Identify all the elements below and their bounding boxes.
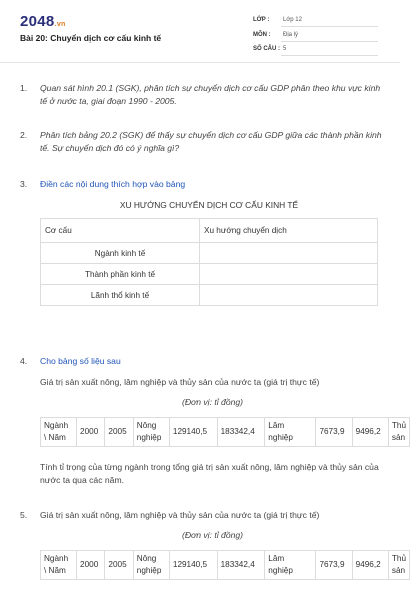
table-cell-value: 183342,4: [217, 418, 265, 447]
table-cell-value: 183342,4: [217, 551, 265, 580]
table-cell-value: 129140,5: [169, 551, 217, 580]
table-cell-category: Ngành \ Năm: [41, 418, 77, 447]
table-cell-sector: Nông nghiệp: [133, 418, 169, 447]
trend-answer-cell[interactable]: [200, 243, 378, 264]
table-cell-value: 7673,9: [316, 551, 352, 580]
trend-row-label: Thành phần kinh tế: [41, 264, 200, 285]
table-cell-value: 7673,9: [316, 418, 352, 447]
question-1-text: Quan sát hình 20.1 (SGK), phân tích sự chuyển dịch cơ cấu GDP phân theo khu vực kinh tế ở nước ta, giai đoạn 1990 - 2005.: [40, 83, 381, 106]
table-cell-sector: Thủ sản: [388, 551, 409, 580]
trend-table-header-structure: Cơ cấu: [41, 219, 200, 243]
trend-table-header-trend: Xu hướng chuyển dịch: [200, 219, 378, 243]
question-4-text: Cho bảng số liệu sau: [40, 356, 121, 366]
trend-answer-cell[interactable]: [200, 285, 378, 306]
table-cell-value: 9496,2: [352, 551, 388, 580]
table-cell-sector: Nông nghiệp: [133, 551, 169, 580]
table-cell-sector: Lâm nghiệp: [265, 418, 316, 447]
production-table-q5: [40, 550, 410, 580]
lesson-title: Bài 20: Chuyển dịch cơ cấu kinh tế: [20, 33, 162, 43]
worksheet-header: 2048.vn Bài 20: Chuyển dịch cơ cấu kinh tế LỚP : Lớp 12 MÔN : Địa lý SỐ CÂU : 5: [0, 0, 400, 62]
table-cell-year: 2005: [105, 418, 133, 447]
header-divider: [0, 62, 400, 63]
question-5-unit: (Đơn vị: tỉ đồng): [181, 530, 244, 540]
table-cell-category: Ngành \ Năm: [41, 551, 77, 580]
trend-table: [40, 218, 378, 306]
question-3-text: Điền các nội dung thích hợp vào bảng: [40, 179, 186, 189]
production-table-q4: [40, 417, 410, 447]
table-cell-value: 129140,5: [169, 418, 217, 447]
site-logo[interactable]: 2048.vn: [20, 13, 66, 30]
table-cell-sector: Thủ sản: [388, 418, 409, 447]
question-4-unit: (Đơn vị: tỉ đồng): [181, 397, 244, 407]
trend-row-label: Lãnh thổ kinh tế: [41, 285, 200, 306]
table-cell-year: 2005: [105, 551, 133, 580]
question-4-caption: Giá trị sản xuất nông, lâm nghiệp và thủy sản của nước ta (giá trị thực tế): [40, 377, 320, 387]
question-5-caption: Giá trị sản xuất nông, lâm nghiệp và thủy sản của nước ta (giá trị thực tế): [40, 510, 320, 520]
question-4-footer: Tính tỉ trọng của từng ngành trong tổng giá trị sản xuất nông, lâm nghiệp và thủy sản của nước ta qua các năm.: [40, 462, 379, 485]
table-cell-year: 2000: [77, 418, 105, 447]
trend-row-label: Ngành kinh tế: [41, 243, 200, 264]
table-cell-year: 2000: [77, 551, 105, 580]
trend-answer-cell[interactable]: [200, 264, 378, 285]
table-cell-value: 9496,2: [352, 418, 388, 447]
trend-table-title: XU HƯỚNG CHUYỂN DỊCH CƠ CẤU KINH TẾ: [119, 200, 299, 210]
table-cell-sector: Lâm nghiệp: [265, 551, 316, 580]
question-2-text: Phân tích bảng 20.2 (SGK) để thấy sự chuyển dịch cơ cấu GDP giữa các thành phần kinh tế. Sự chuyển dịch đó có ý nghĩa gì?: [40, 130, 382, 153]
